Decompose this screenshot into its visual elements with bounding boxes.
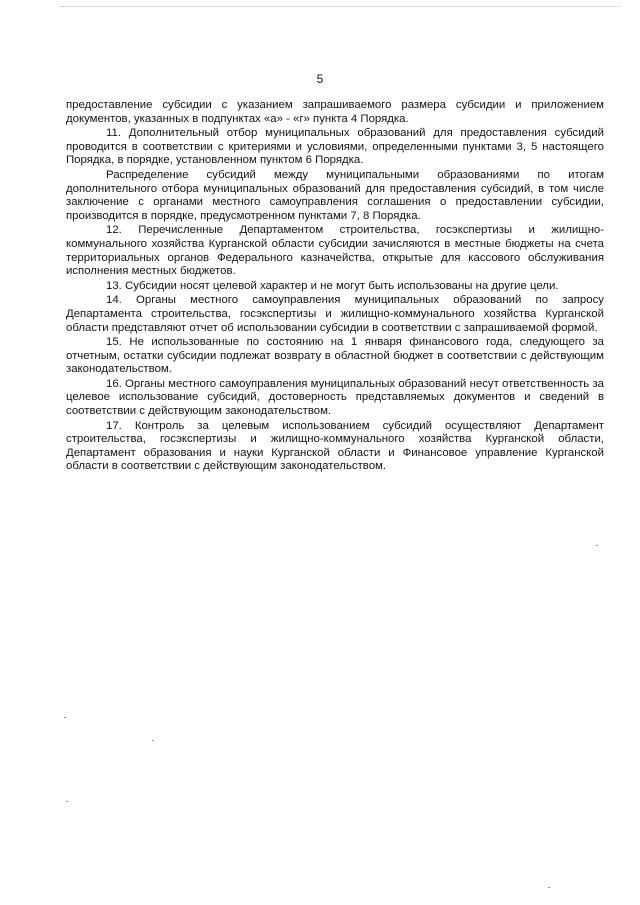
paragraph-13: 13. Субсидии носят целевой характер и не могут быть использованы на другие цели.	[106, 279, 559, 292]
scan-speck	[548, 887, 550, 888]
scan-speck	[596, 545, 598, 546]
paragraph-16: 16. Органы местного самоуправления муниципальных образований несут ответственность за целевое использование субсидий, достоверность представляемых документов и сведений в соответствии с действующим законодательством.	[66, 377, 604, 418]
scan-speck	[152, 740, 154, 741]
paragraph-17: 17. Контроль за целевым использованием субсидий осуществляют Департамент строительства, госэкспертизы и жилищно-коммунального хозяйства Курганской области, Департамент образования и науки Курганской области и Финансовое управление Курганской области в соответствии с действующим законодательством.	[66, 419, 604, 473]
paragraph-12: 12. Перечисленные Департаментом строительства, госэкспертизы и жилищно-коммунального хозяйства Курганской области субсидии зачисляются в местные бюджеты на счета территориальных органов Федерального казначейства, открытые для кассового обслуживания исполнения местных бюджетов.	[66, 224, 604, 278]
page-number: 5	[316, 72, 324, 86]
document-body	[66, 99, 604, 475]
paragraph-14: 14. Органы местного самоуправления муниципальных образований по запросу Департамента строительства, госэкспертизы и жилищно-коммунального хозяйства Курганской области представляют отчет об использовании субсидии в соответствии с запрашиваемой формой.	[66, 294, 604, 334]
scan-edge-artifact	[60, 6, 620, 8]
paragraph-15: 15. Не использованные по состоянию на 1 января финансового года, следующего за отчетным, остатки субсидии подлежат возврату в областной бюджет в соответствии с действующим законодательством.	[66, 336, 604, 376]
paragraph-11-distribution: Распределение субсидий между муниципальными образованиями по итогам дополнительного отбора муниципальных образований для предоставления субсидий, в том числе заключение с органами местного самоуправления соглашения о предоставлении субсидии, производится в порядке, предусмотренном пунктами 7, 8 Порядка.	[66, 168, 604, 222]
scan-speck	[64, 717, 66, 718]
scan-speck	[66, 801, 68, 802]
paragraph-11: 11. Дополнительный отбор муниципальных образований для предоставления субсидий проводится в соответствии с критериями и условиями, определенными пунктами 3, 5 настоящего Порядка, в порядке, установленном пунктом 6 Порядка.	[66, 127, 604, 167]
paragraph-continuation: предоставление субсидии с указанием запрашиваемого размера субсидии и приложением документов, указанных в подпунктах «а» - «г» пункта 4 Порядка.	[66, 99, 604, 125]
